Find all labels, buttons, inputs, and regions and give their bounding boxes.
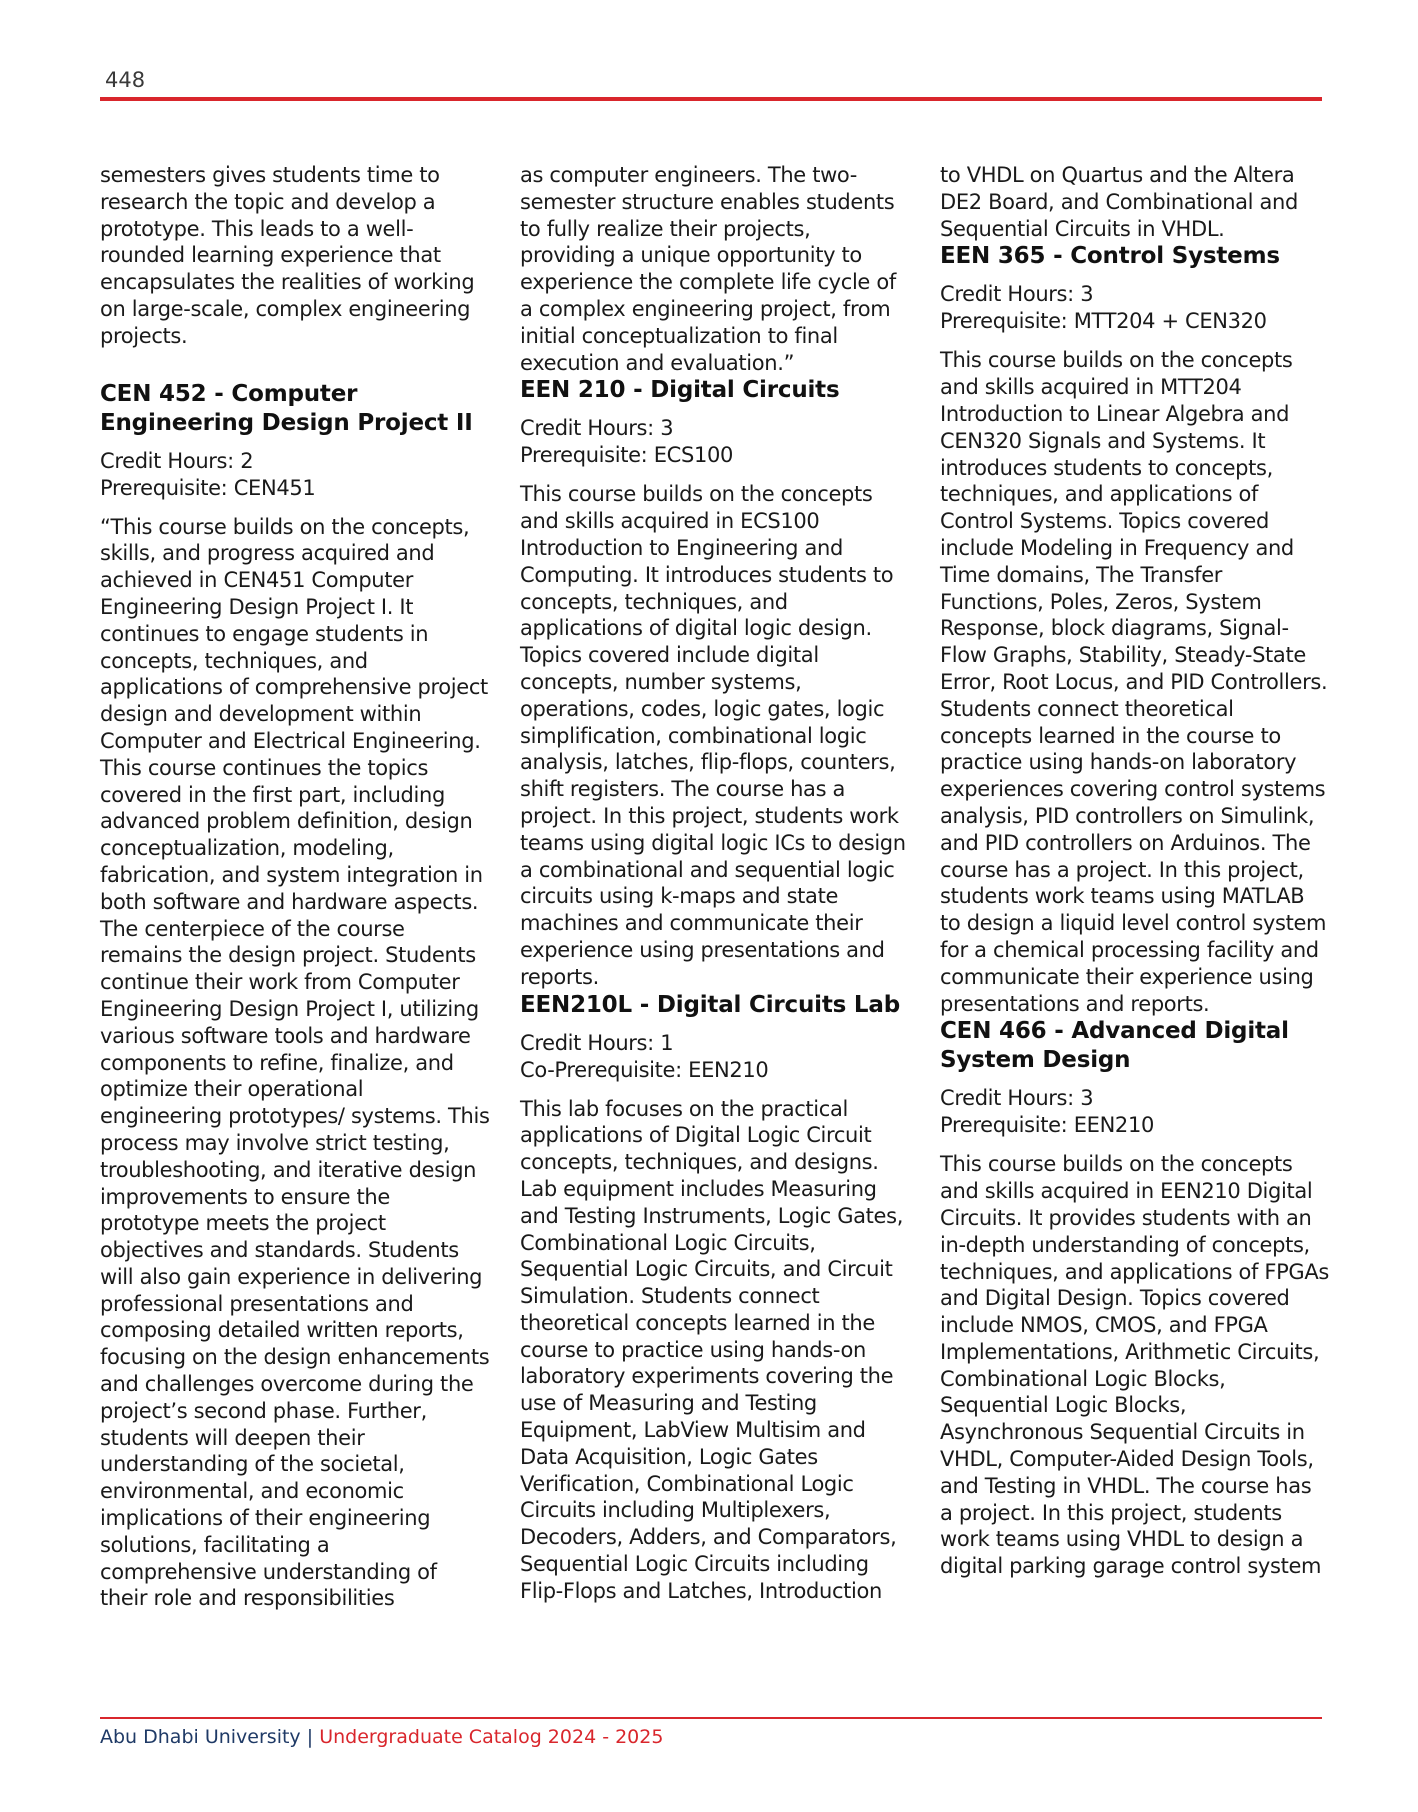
footer-divider bbox=[100, 1717, 1322, 1719]
course-description: This course builds on the concepts and skills acquired in ECS100 Introduction to Engineering and Computing. It introduces students to concepts, techniques, and applications of digital logic design. Topics covered include digital concepts, number systems, operations, codes, logic gates, logic simplification, combinational logic analysis, latches, flip-flops, counters, shift registers. The course has a project. In this project, students work teams using digital logic ICs to design a combinational and sequential logic circuits using k-maps and state machines and communicate their experience using presentations and reports. bbox=[520, 482, 906, 989]
course-title: CEN 452 - Computer Engineering Design Project II bbox=[100, 380, 473, 436]
course-title: EEN 365 - Control Systems bbox=[940, 243, 1280, 270]
course-title: EEN 210 - Digital Circuits bbox=[520, 377, 840, 404]
continued-paragraph: as computer engineers. The two-semester structure enables students to fully realize their projects, providing a unique opportunity to experience the complete life cycle of a complex engineering project, from initial conceptualization to final execution and evaluation.” bbox=[520, 163, 896, 375]
column-2 bbox=[520, 162, 910, 1605]
course-meta bbox=[100, 448, 490, 502]
course-title: CEN 466 - Advanced Digital System Design bbox=[940, 1018, 1289, 1074]
course-description: This lab focuses on the practical applications of Digital Logic Circuit concepts, techniques, and designs. Lab equipment includes Measuring and Testing Instruments, Logic Gates, Combinational Logic Circuits, Sequential Logic Circuits, and Circuit Simulation. Students connect theoretical concepts learned in the course to practice using hands-on laboratory experiments covering the use of Measuring and Testing Equipment, LabView Multisim and Data Acquisition, Logic Gates Verification, Combinational Logic Circuits including Multiplexers, Decoders, Adders, and Comparators, Sequential Logic Circuits including Flip-Flops and Latches, Introduction bbox=[520, 1096, 904, 1603]
credit-hours: Credit Hours: 3 bbox=[520, 416, 674, 441]
footer-catalog: Undergraduate Catalog 2024 - 2025 bbox=[319, 1726, 664, 1748]
credit-hours: Credit Hours: 1 bbox=[520, 1030, 674, 1055]
course-meta bbox=[940, 1085, 1330, 1139]
footer-university: Abu Dhabi University bbox=[100, 1726, 301, 1748]
header-divider bbox=[100, 97, 1322, 101]
column-1 bbox=[100, 162, 490, 1612]
credit-hours: Credit Hours: 2 bbox=[100, 448, 254, 473]
prerequisite: Prerequisite: EEN210 bbox=[940, 1113, 1154, 1138]
course-description-continued: This course continues the topics covered in the first part, including advanced problem definition, design conceptualization, modeling, fabrication, and system integration in both software and hardware aspects. The centerpiece of the course remains the design project. Students continue their work from Computer Engineering Design Project I, utilizing various software tools and hardware components to refine, finalize, and optimize their operational engineering prototypes/ systems. This process may involve strict testing, troubleshooting, and iterative design improvements to ensure the prototype meets the project objectives and standards. Students will also gain experience in delivering professional presentations and composing detailed written reports, focusing on the design enhancements and challenges overcome during the project’s second phase. Further, students will deepen their understanding of the societal, environmental, and economic implications of their engineering solutions, facilitating a comprehensive understanding of their role and responsibilities bbox=[100, 755, 490, 1611]
course-description: “This course builds on the concepts, skills, and progress acquired and achieved in CEN451 Computer Engineering Design Project I. It continues to engage students in concepts, techniques, and applications of comprehensive project design and development within Computer and Electrical Engineering. bbox=[100, 514, 488, 753]
page-number: 448 bbox=[105, 68, 146, 92]
footer-separator: | bbox=[306, 1726, 314, 1748]
footer bbox=[100, 1726, 663, 1748]
course-meta bbox=[520, 415, 910, 469]
credit-hours: Credit Hours: 3 bbox=[940, 1086, 1094, 1111]
course-description: This course builds on the concepts and skills acquired in MTT204 Introduction to Linear Algebra and CEN320 Signals and Systems. It introduces students to concepts, techniques, and applications of Control Systems. Topics covered include Modeling in Frequency and Time domains, The Transfer Functions, Poles, Zeros, System Response, block diagrams, Signal-Flow Graphs, Stability, Steady-State Error, Root Locus, and PID Controllers. Students connect theoretical concepts learned in the course to practice using hands-on laboratory experiences covering control systems analysis, PID controllers on Simulink, and PID controllers on Arduinos. The course has a project. In this project, students work teams using MATLAB to design a liquid level control system for a chemical processing facility and communicate their experience using presentations and reports. bbox=[940, 348, 1328, 1016]
course-meta bbox=[940, 281, 1330, 335]
prerequisite: Prerequisite: ECS100 bbox=[520, 443, 733, 468]
continued-paragraph: to VHDL on Quartus and the Altera DE2 Board, and Combinational and Sequential Circuits in VHDL. bbox=[940, 163, 1298, 241]
course-description: This course builds on the concepts and skills acquired in EEN210 Digital Circuits. It provides students with an in-depth understanding of concepts, techniques, and applications of FPGAs and Digital Design. Topics covered include NMOS, CMOS, and FPGA Implementations, Arithmetic Circuits, Combinational Logic Blocks, Sequential Logic Blocks, Asynchronous Sequential Circuits in VHDL, Computer-Aided Design Tools, and Testing in VHDL. The course has a project. In this project, students work teams using VHDL to design a digital parking garage control system bbox=[940, 1152, 1329, 1579]
credit-hours: Credit Hours: 3 bbox=[940, 282, 1094, 307]
co-prerequisite: Co-Prerequisite: EEN210 bbox=[520, 1057, 769, 1082]
course-meta bbox=[520, 1030, 910, 1084]
column-3 bbox=[940, 162, 1330, 1580]
course-title: EEN210L - Digital Circuits Lab bbox=[520, 991, 900, 1018]
continued-paragraph: semesters gives students time to research the topic and develop a prototype. This leads to a well-rounded learning experience that encapsulates the realities of working on large-scale, complex engineering projects. bbox=[100, 163, 475, 348]
prerequisite: Prerequisite: MTT204 + CEN320 bbox=[940, 309, 1267, 334]
prerequisite: Prerequisite: CEN451 bbox=[100, 475, 316, 500]
